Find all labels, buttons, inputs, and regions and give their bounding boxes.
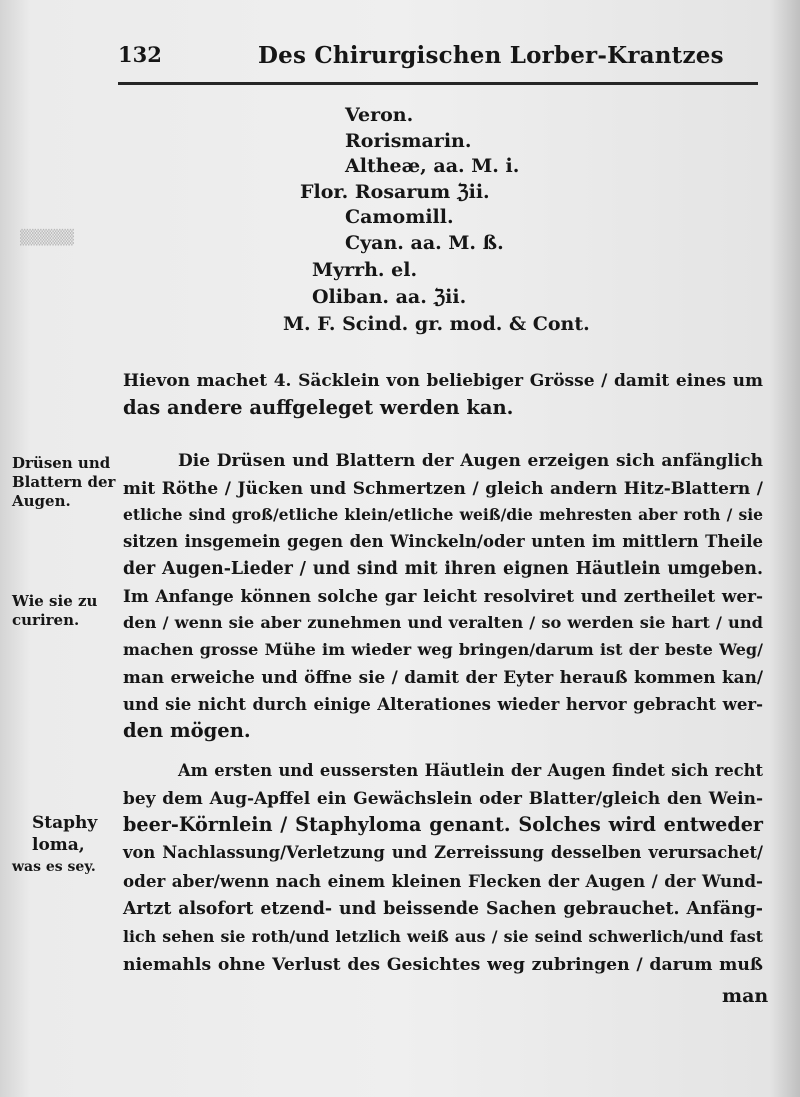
margin-note-line: was es sey. bbox=[12, 859, 96, 875]
text-line: lich sehen sie roth/und letzlich weiß aus / sie seind schwerlich/und fast bbox=[123, 927, 763, 946]
text-line: von Nachlassung/Verletzung und Zerreissung desselben verursachet/ bbox=[123, 843, 763, 862]
margin-note-line: curiren. bbox=[12, 611, 80, 629]
text-line: sitzen insgemein gegen den Winckeln/oder unten im mittlern Theile bbox=[123, 532, 763, 551]
text-line: machen grosse Mühe im wieder weg bringen/darum ist der beste Weg/ bbox=[123, 640, 763, 659]
catchword: man bbox=[722, 985, 769, 1007]
margin-note-line: Augen. bbox=[12, 492, 71, 510]
text-line: Die Drüsen und Blattern der Augen erzeigen sich anfänglich bbox=[178, 451, 763, 471]
recipe-line: Myrrh. el. bbox=[312, 259, 418, 281]
recipe-line: M. F. Scind. gr. mod. & Cont. bbox=[283, 313, 590, 335]
recipe-line: Camomill. bbox=[345, 206, 454, 228]
margin-note bbox=[12, 592, 97, 630]
page-header-title: Des Chirurgischen Lorber-Krantzes bbox=[258, 42, 724, 69]
text-line: niemahls ohne Verlust des Gesichtes weg zubringen / darum muß bbox=[123, 955, 763, 975]
show-through-text: ▒▒▒▒▒ bbox=[20, 230, 74, 246]
margin-note bbox=[12, 454, 115, 511]
recipe-line: Rorismarin. bbox=[345, 130, 472, 152]
recipe-line: Flor. Rosarum ℨii. bbox=[300, 181, 490, 203]
text-line: mit Röthe / Jücken und Schmertzen / gleich andern Hitz-Blattern / bbox=[123, 478, 763, 498]
text-line: und sie nicht durch einige Alterationes wieder hervor gebracht wer- bbox=[123, 694, 763, 714]
margin-note-line: Wie sie zu bbox=[12, 592, 98, 610]
margin-note-line: Drüsen und bbox=[12, 454, 111, 472]
margin-note-line: Blattern der bbox=[12, 473, 116, 491]
text-line: oder aber/wenn nach einem kleinen Flecken der Augen / der Wund- bbox=[123, 871, 763, 891]
text-line: Im Anfange können solche gar leicht resolviret und zertheilet wer- bbox=[123, 586, 763, 606]
text-line: der Augen-Lieder / und sind mit ihren eignen Häutlein umgeben. bbox=[123, 559, 763, 579]
recipe-line: Cyan. aa. M. ß. bbox=[345, 232, 504, 254]
text-line: das andere auffgeleget werden kan. bbox=[123, 396, 514, 419]
recipe-line: Oliban. aa. ℨii. bbox=[312, 286, 467, 308]
recipe-line: Veron. bbox=[345, 104, 414, 126]
margin-note-line: Staphy bbox=[32, 813, 98, 833]
recipe-line: Altheæ, aa. M. i. bbox=[345, 155, 520, 177]
text-line: Am ersten und eussersten Häutlein der Augen findet sich recht bbox=[178, 761, 763, 780]
margin-note bbox=[12, 812, 97, 878]
text-line: bey dem Aug-Apffel ein Gewächslein oder Blatter/gleich den Wein- bbox=[123, 788, 763, 808]
text-line: den mögen. bbox=[123, 719, 251, 742]
text-line: etliche sind groß/etliche klein/etliche weiß/die mehresten aber roth / sie bbox=[123, 505, 763, 524]
margin-note-line: loma, bbox=[32, 835, 85, 855]
text-line: Artzt alsofort etzend- und beissende Sachen gebrauchet. Anfäng- bbox=[123, 899, 763, 919]
page-number: 132 bbox=[118, 42, 162, 67]
text-line: den / wenn sie aber zunehmen und veralten / so werden sie hart / und bbox=[123, 613, 763, 632]
text-line: beer-Körnlein / Staphyloma genant. Solches wird entweder bbox=[123, 813, 763, 836]
text-line: Hievon machet 4. Säcklein von beliebiger Grösse / damit eines um bbox=[123, 371, 763, 391]
text-line: man erweiche und öffne sie / damit der Eyter herauß kommen kan/ bbox=[123, 667, 763, 687]
